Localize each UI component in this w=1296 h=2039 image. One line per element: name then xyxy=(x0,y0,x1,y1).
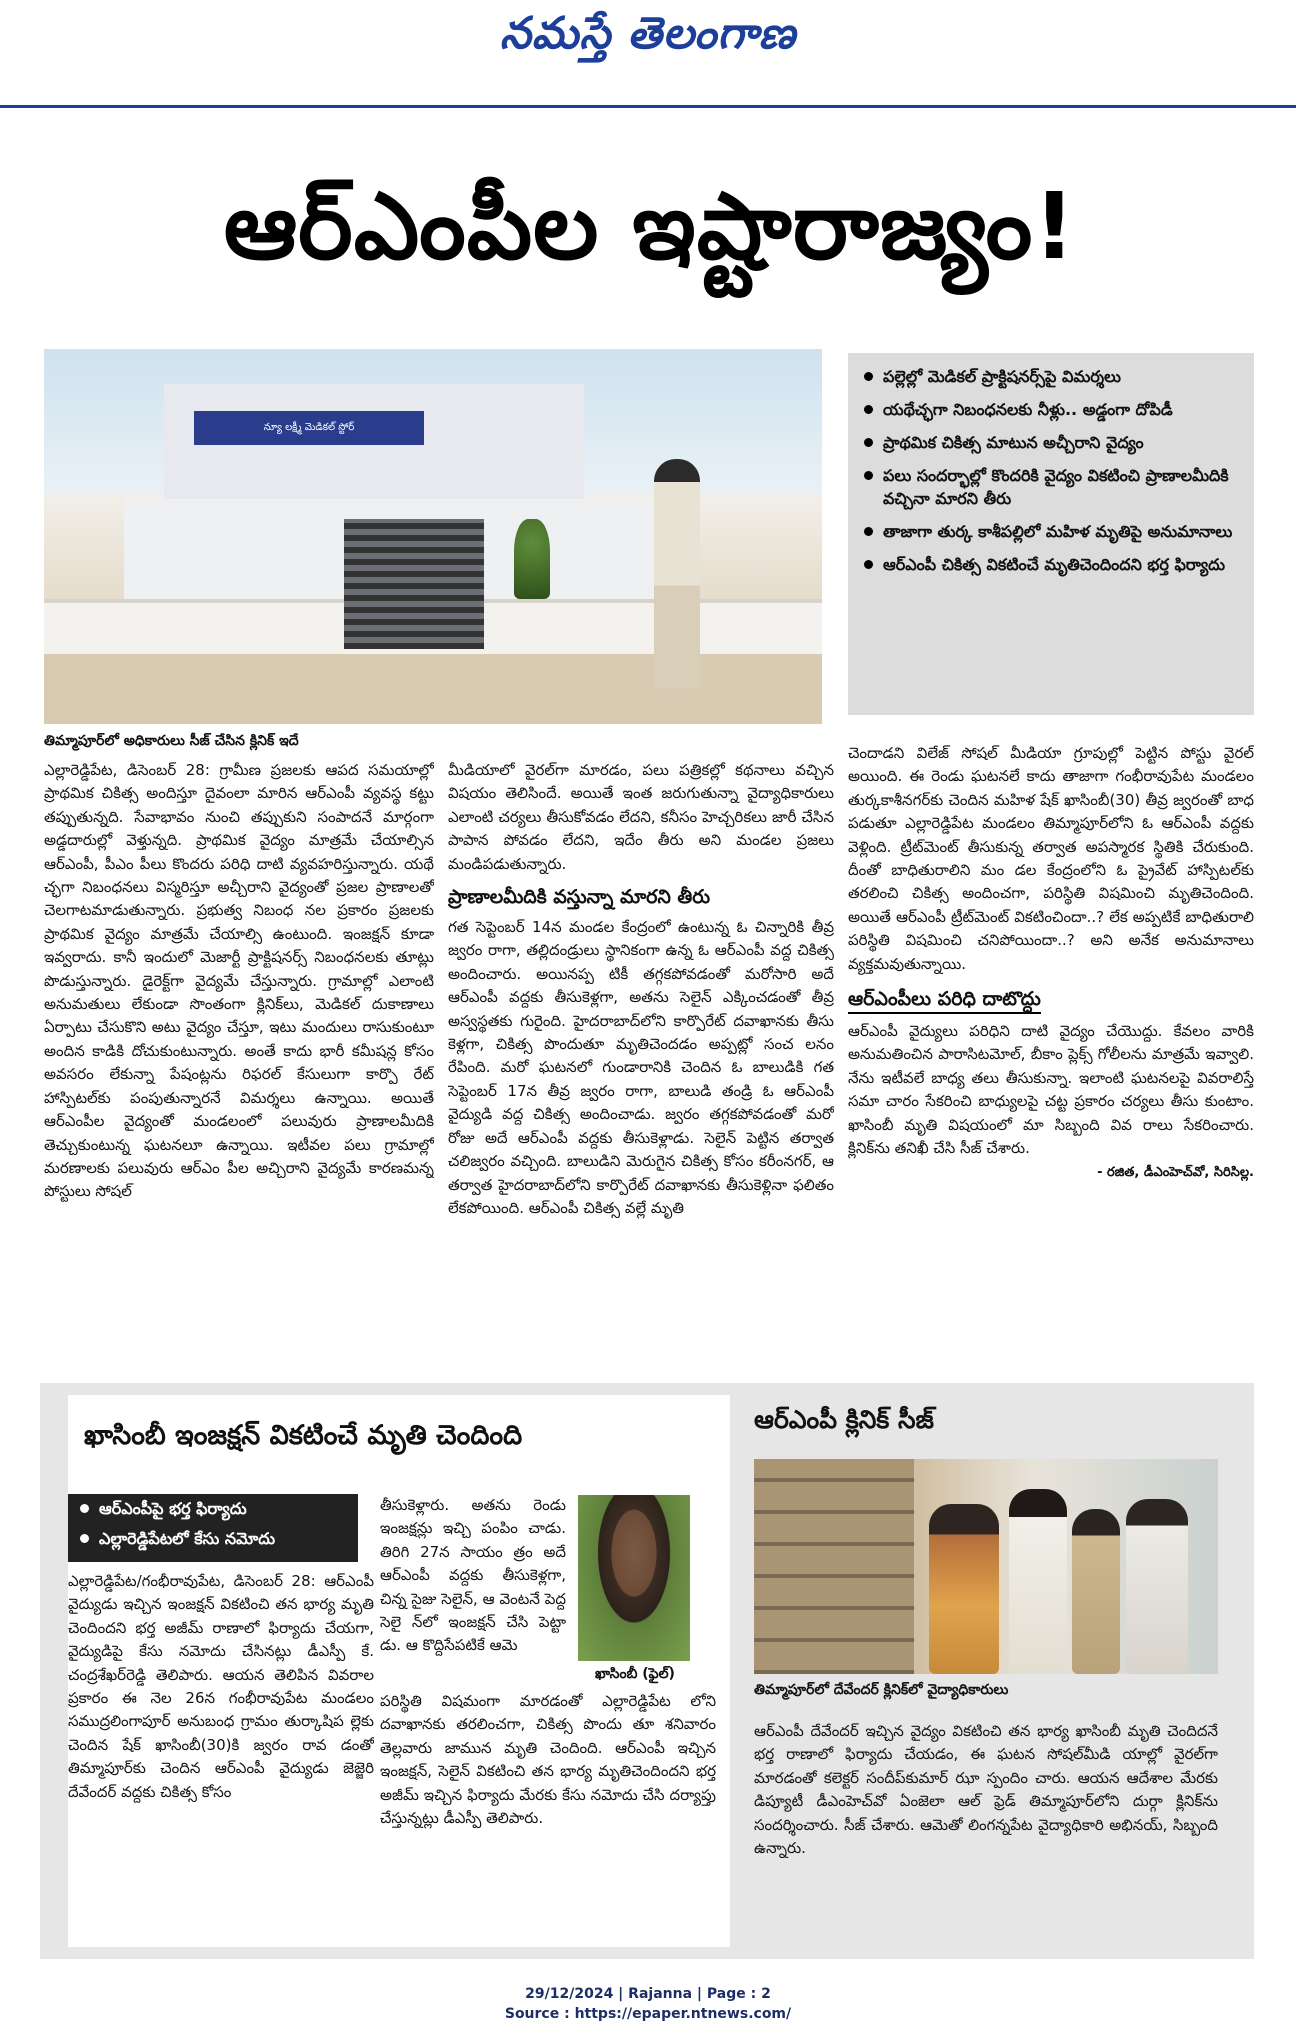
highlight-item: తాజాగా తుర్క కాశీపల్లిలో మహిళ మృతిపై అనుమానాలు xyxy=(854,520,1248,543)
story3-body: ఆర్‌ఎంపీ దేవేందర్ ఇచ్చిన వైద్యం వికటించి తన భార్య ఖాసింబీ మృతి చెందిదనే భర్త రాణాలో ఫిర్యాదు చేయడం, ఈ ఘటన సోషల్‌మీడి యాల్లో వైరల్‌గా మారడంతో కలెక్టర్ సందీప్‌కుమార్ ఝా స్పందిం చారు. ఆయన ఆదేశాల మేరకు డిప్యూటీ డీఎంహెచ్‌వో ఏంజెలా ఆల్ ఫ్రెడ్ తిమ్మాపూర్‌లోని దుర్గా క్లినిక్‌ను సందర్శించారు. సీజ్ చేశారు. ఆమెతో లింగన్నపేట వైద్యాధికారి అభినయ్, సిబ్బంది ఉన్నారు. xyxy=(754,1722,1218,1858)
clinic-seizure-photo xyxy=(754,1459,1218,1674)
bullet-icon xyxy=(864,560,873,569)
story1-column-1: ఎల్లారెడ్డిపేట, డిసెంబర్ 28: గ్రామీణ ప్రజలకు ఆపద సమయాల్లో ప్రాథమిక చికిత్స అందిస్తూ దైవంలా మారిన ఆర్‌ఎంపీ వ్యవస్థ కట్టు తప్పుతున్నది. సేవాభావం నుంచి తప్పుకుని సంపాదనే మార్గంగా అడ్డదారుల్లో వెళ్తున్నది. ప్రాథమిక వైద్యం మాత్రమే చేయాల్సిన ఆర్‌ఎంపీ, పీఎం పీలు కొందరు పరిధి దాటి వ్యవహరిస్తున్నారు. యథే చ్ఛగా నిబంధనలు విస్మరిస్తూ అచ్చీరాని వైద్యంతో ప్రజల ప్రాణాలతో చెలగాటమాడుతున్నారు. ప్రభుత్వ నిబంధ నల ప్రకారం ప్రజలకు ప్రాథమిక వైద్యం మాత్రమే చేయాల్సి ఉంటుంది. ఇంజక్షన్ కూడా ఇవ్వరాదు. కానీ ఇందులో మెజార్టీ ప్రాక్టిషనర్స్ నిబంధనలకు తూట్లు పొడుస్తున్నారు. డైరెక్ట్‌గా వైద్యమే చేస్తున్నారు. గ్రామాల్లో ఎలాంటి అనుమతులు లేకుండా సొంతంగా క్లినిక్‌లు, మెడికల్ దుకాణాలు ఏర్పాటు చేసుకొని అటు వైద్యం చేస్తూ, ఇటు మందులు రాసుకుంటూ అందిన కాడికి దోచుకుంటున్నారు. అంతే కాదు భారీ కమీషన్ల కోసం అవసరం లేకున్నా పేషంట్లను రిఫరల్ కేసులుగా కార్పొ రేట్ హాస్పిటల్‌కు పంపుతున్నారనే విమర్శలు ఉన్నాయి. అయితే ఆర్‌ఎంపీల వైద్యంతో మండలంలో పలువురు ప్రాణాలమీదికి తెచ్చుకుంటున్న ఘటనలూ ఉన్నాయి. ఇటీవల పలు గ్రామాల్లో మరణాలకు పలువురు ఆర్‌ఎం పీల అచ్చిరాని వైద్యమే కారణమన్న పోస్టులు సోషల్ xyxy=(44,761,434,1201)
bullet-icon xyxy=(864,372,873,381)
bullet-icon xyxy=(864,438,873,447)
medicine-shelves xyxy=(754,1459,914,1674)
clinic-seizure-caption: తిమ్మాపూర్‌లో దేవేందర్ క్లినిక్‌లో వైద్యాధికారులు xyxy=(754,1682,1009,1698)
story1-subhead-2: ఆర్‌ఎంపీలు పరిధి దాటొద్దు xyxy=(848,986,1041,1014)
clinic-gate xyxy=(344,519,484,649)
story3-title: ఆర్‌ఎంపీ క్లినిక్ సీజ్ xyxy=(754,1405,934,1434)
medical-store-sign: న్యూ లక్ష్మీ మెడికల్ స్టోర్ xyxy=(194,411,424,445)
story2-title: ఖాసింబీ ఇంజక్షన్ వికటించే మృతి చెందింది xyxy=(84,1420,523,1451)
page-footer xyxy=(0,1984,1296,2024)
official-woman xyxy=(929,1504,999,1674)
masthead-rule xyxy=(0,105,1296,108)
victim-portrait-caption: ఖాసింబీ (ఫైల్) xyxy=(595,1666,675,1682)
official-man-1 xyxy=(1009,1489,1067,1674)
highlight-item: ప్రాథమిక చికిత్స మాటున అచ్చీరాని వైద్యం xyxy=(854,431,1248,454)
official-man-2 xyxy=(1126,1499,1188,1674)
bullet-icon xyxy=(80,1534,89,1543)
police-constable xyxy=(1072,1509,1120,1674)
summary-item: ఆర్‌ఎంపీపై భర్త ఫిర్యాదు xyxy=(68,1494,358,1524)
story2-summary-box xyxy=(68,1494,358,1562)
ground xyxy=(44,654,822,724)
footer-date-page: 29/12/2024 | Rajanna | Page : 2 xyxy=(525,1986,771,2002)
story2-column-1: ఎల్లారెడ్డిపేట/గంభీరావుపేట, డిసెంబర్ 28: ఆర్‌ఎంపీ వైద్యుడు ఇచ్చిన ఇంజక్షన్ వికటించి తన భార్య మృతి చెందిందని భర్త అజీమ్ రాణాలో ఫిర్యాదు చేయగా, వైద్యుడిపై కేసు నమోదు చేసినట్లు డీఎస్పీ కే. చంద్రశేఖర్‌రెడ్డి తెలిపారు. ఆయన తెలిపిన వివరాల ప్రకారం ఈ నెల 26న గంభీరావుపేట మండలం సముద్రలింగాపూర్ అనుబంధ గ్రామం తుర్కాషిప ల్లెకు చెందిన షేక్ ఖాసింబీ(30)కి జ్వరం రావ డంతో తిమ్మాపూర్‌కు చెందిన ఆర్‌ఎంపీ వైద్యుడు జెజ్జెరి దేవేందర్ వద్దకు చికిత్స కోసం xyxy=(68,1572,374,1801)
highlight-item: ఆర్‌ఎంపీ చికిత్స వికటించే మృతిచెందిందని భర్త ఫిర్యాదు xyxy=(854,553,1248,576)
highlight-item: యథేచ్ఛగా నిబంధనలకు నీళ్లు.. అడ్డంగా దోపిడీ xyxy=(854,398,1248,421)
main-headline: ఆర్‌ఎంపీల ఇష్టారాజ్యం! xyxy=(223,173,1077,280)
bullet-icon xyxy=(864,527,873,536)
story1-subhead-1: ప్రాణాలమీదికి వస్తున్నా మారని తీరు xyxy=(448,886,711,909)
victim-portrait xyxy=(578,1495,690,1661)
bullet-icon xyxy=(864,471,873,480)
highlight-item: పలు సందర్భాల్లో కొందరికి వైద్యం వికటించి ప్రాణాలమీదికి వచ్చినా మారని తీరు xyxy=(854,464,1248,510)
police-officer xyxy=(654,459,700,689)
clinic-photo-caption: తిమ్మాపూర్‌లో అధికారులు సీజ్ చేసిన క్లినిక్ ఇదే xyxy=(44,733,299,749)
story1-column-3: చెందాడని విలేజ్ సోషల్ మీడియా గ్రూపుల్లో పెట్టిన పోస్టు వైరల్ అయింది. ఈ రెండు ఘటనలే కాదు తాజాగా గంభీరావుపేట మండలం తుర్కకాశీనగర్‌కు చెందిన మహిళ షేక్ ఖాసింబీ(30) తీవ్ర జ్వరంతో బాధ పడుతూ ఎల్లారెడ్డిపేట మండలం తిమ్మాపూర్‌లోని ఓ ఆర్‌ఎంపీ వద్దకు వెళ్లింది. ట్రీట్‌మెంట్ తీసుకున్న తర్వాత అపస్మారక స్థితికి చేరుకుంది. దీంతో బాధితురాలిని మం డల కేంద్రంలోని ఓ ప్రైవేట్ హాస్పిటల్‌కు తరలించి చికిత్స అందించగా, పరిస్థితి విషమించి మృతిచెందింది. అయితే ఆర్‌ఎంపీ ట్రీట్‌మెంట్ వికటించిందా..? లేక అప్పటికే బాధితురాలి పరిస్థితి విషమించి చనిపోయిందా..? అని అనేక అనుమానాలు వ్యక్తమవుతున్నాయి. ఆర్‌ఎంపీలు పరిధి దాటొద్దు ఆర్‌ఎంపీ వైద్యులు పరిధిని దాటి వైద్యం చేయొద్దు. కేవలం వారికి అనుమతించిన పారాసిటమోల్, బీకాం ప్లెక్స్ గోలీలను మాత్రమే ఇవ్వాలి. నేను ఇటీవలే బాధ్య తలు తీసుకున్నా. ఇలాంటి ఘటనలపై వివరాలిస్తే సమా చారం సేకరించి బాధ్యులపై చట్ట ప్రకారం చర్యలు తీసు కుంటాం. ఖాసింబీ మృతి విషయంలో మా సిబ్బంది వివ రాలు సేకరించారు. క్లినిక్‌ను తనిఖీ చేసి సీజ్ చేశారు. - రజిత, డీఎంహెచ్‌వో, సిరిసిల్ల. xyxy=(848,742,1254,1374)
story1-byline: - రజిత, డీఎంహెచ్‌వో, సిరిసిల్ల. xyxy=(1097,1164,1254,1180)
bullet-icon xyxy=(80,1504,89,1513)
highlights-box xyxy=(848,353,1254,715)
footer-source-link[interactable]: Source : https://epaper.ntnews.com/ xyxy=(504,2006,792,2022)
masthead-logo: నమస్తే తెలంగాణ xyxy=(499,8,797,59)
clinic-photo xyxy=(44,349,822,724)
potted-plant xyxy=(514,519,550,599)
building-upper-floor xyxy=(164,384,584,510)
story1-column-2: మీడియాలో వైరల్‌గా మారడం, పలు పత్రికల్లో కథనాలు వచ్చిన విషయం తెలిసిందే. అయితే ఇంత జరుగుతున్నా వైద్యాధికారులు ఎలాంటి చర్యలు తీసుకోవడం లేదని, కనీసం హెచ్చరికలు జారీ చేసిన పాపాన పోవడం లేదని, ఇదేం తీరు అని మండల ప్రజలు మండిపడుతున్నారు. ప్రాణాలమీదికి వస్తున్నా మారని తీరు గత సెప్టెంబర్ 14న మండల కేంద్రంలో ఉంటున్న ఓ చిన్నారికి తీవ్ర జ్వరం రాగా, తల్లిదండ్రులు స్థానికంగా ఉన్న ఓ ఆర్‌ఎంపీ వద్ద చికిత్స అందించారు. అయినప్ప టికీ తగ్గకపోవడంతో మరోసారి అదే ఆర్‌ఎంపీ వద్దకు తీసుకెళ్లగా, అతను సెలైన్ ఎక్కించడంతో తీవ్ర అస్వస్థతకు గురైంది. హైదరాబాద్‌లోని కార్పొరేట్ దవాఖానకు తీసు కెళ్లగా, చికిత్స పొందుతూ మృతిచెందడం అప్పట్లో సంచ లనం రేపింది. మరో ఘటనలో గుండారానికి చెందిన ఓ బాలుడికి గత సెప్టెంబర్ 17న తీవ్ర జ్వరం రాగా, బాలుడి తండ్రి ఓ ఆర్‌ఎంపీ వైద్యుడి వద్ద చికిత్స అందించాడు. జ్వరం తగ్గకపోవడంతో మరో రోజు అదే ఆర్‌ఎంపీ వద్దకు తీసుకెళ్లాడు. సెలైన్ పెట్టిన తర్వాత చలిజ్వరం వచ్చింది. బాలుడిని మెరుగైన చికిత్స కోసం కరీంనగర్, ఆ తర్వాత హైదరాబాద్‌లోని కార్పొరేట్ దవాఖానకు తీసుకెళ్లినా ఫలితం లేకపోయింది. ఆర్‌ఎంపీ చికిత్స వల్లే మృతి xyxy=(448,761,834,1217)
story2-column-2b: పరిస్థితి విషమంగా మారడంతో ఎల్లారెడ్డిపేట లోని దవాఖానకు తరలించగా, చికిత్స పొందు తూ శనివారం తెల్లవారు జామున మృతి చెందింది. ఆర్‌ఎంపీ ఇచ్చిన ఇంజక్షన్, సెలైన్ వికటించి తన భార్య మృతిచెందిందని భర్త అజీమ్ ఇచ్చిన ఫిర్యాదు మేరకు కేసు నమోదు చేసి దర్యాప్తు చేస్తున్నట్లు డీఎస్పీ తెలిపారు. xyxy=(380,1692,716,1828)
story2-column-2a: తీసుకెళ్లారు. అతను రెండు ఇంజక్షన్లు ఇచ్చి పంపిం చాడు. తిరిగి 27న సాయం త్రం అదే ఆర్‌ఎంపీ వద్దకు తీసుకెళ్లగా, చిన్న సైజు సెలైన్, ఆ వెంటనే పెద్ద సెలై న్‌లో ఇంజక్షన్ చేసి పెట్టా డు. ఆ కొద్దిసేపటికే ఆమె xyxy=(380,1496,566,1655)
highlight-item: పల్లెల్లో మెడికల్ ప్రాక్టిషనర్స్‌పై విమర్శలు xyxy=(854,365,1248,388)
bullet-icon xyxy=(864,405,873,414)
summary-item: ఎల్లారెడ్డిపేటలో కేసు నమోదు xyxy=(68,1524,358,1554)
